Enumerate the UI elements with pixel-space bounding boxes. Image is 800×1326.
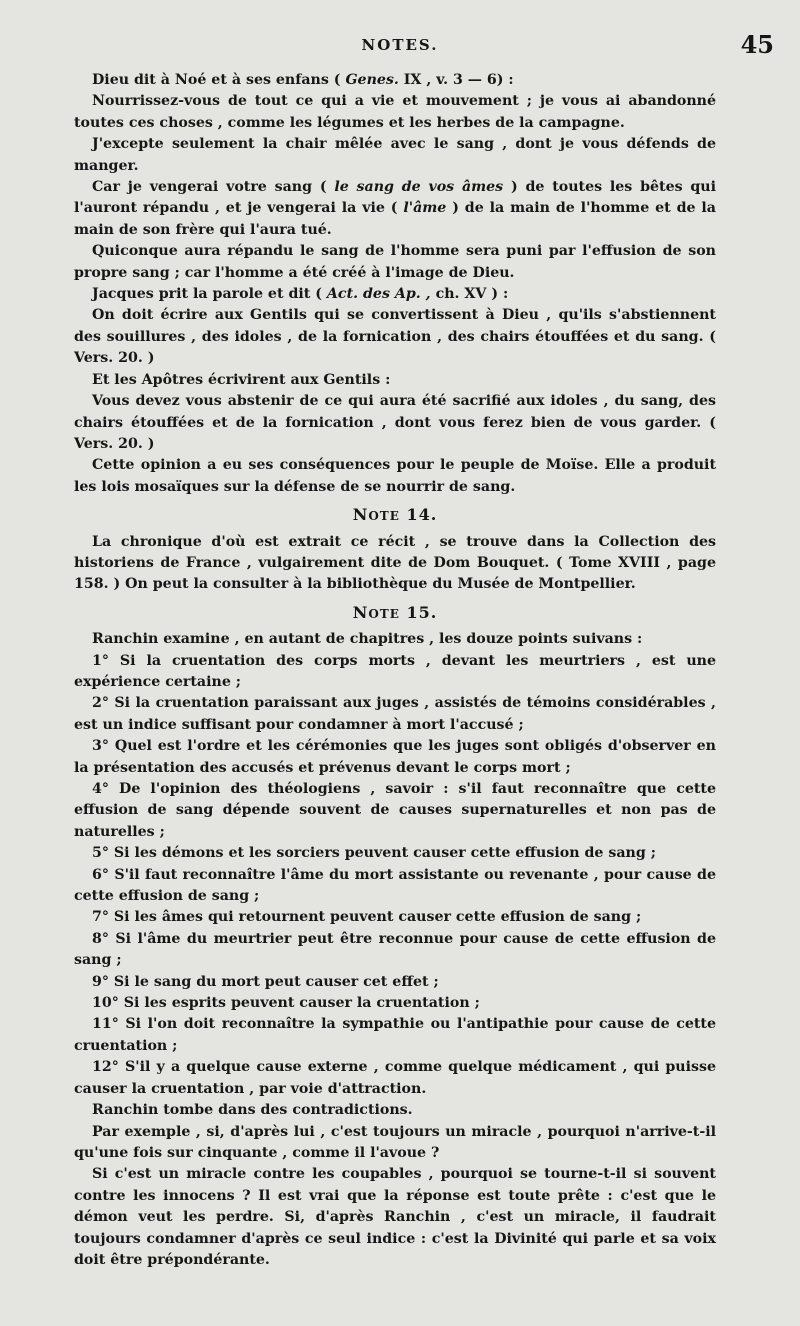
paragraph: Jacques prit la parole et dit ( Act. des Ap. , ch. XV ) : (92, 286, 509, 303)
paragraph: Vous devez vous abstenir de ce qui aura été sacrifié aux idoles , du sang, des chairs étouffées et de la fornication , dont vous ferez bien de vous garder. ( Vers. 20. ) (74, 393, 716, 452)
list-item: 3° Quel est l'ordre et les cérémonies que les juges sont obligés d'observer en la présentation des accusés et prévenus devant le corps mort ; (74, 738, 716, 776)
paragraph: La chronique d'où est extrait ce récit , se trouve dans la Collection des historiens de France , vulgairement dite de Dom Bouquet. ( Tome XVIII , page 158. ) On peut la consulter à la bibliothèque du Musée de Montpellier. (74, 533, 716, 593)
list-item: 1° Si la cruentation des corps morts , devant les meurtriers , est une expérience certaine ; (74, 652, 716, 690)
list-item: 5° Si les démons et les sorciers peuvent causer cette effusion de sang ; (92, 845, 656, 862)
citation: Act. des Ap. , (326, 286, 431, 303)
paragraph: Et les Apôtres écrivirent aux Gentils : (92, 371, 391, 388)
citation: Genes. (345, 72, 399, 88)
list-item: 9° Si le sang du mort peut causer cet effet ; (92, 973, 439, 990)
paragraph: Si c'est un miracle contre les coupables , pourquoi se tourne-t-il si souvent contre les innocens ? Il est vrai que la réponse est toute prête : c'est que le démon veut les perdre. Si, d'après Ranchin , c'est un miracle, il faudrait toujours condamner d'après ce seul indice : c'est la Divinité qui parle et sa voix doit être prépondérante. (74, 1166, 716, 1268)
paragraph: Cette opinion a eu ses conséquences pour le peuple de Moïse. Elle a produit les lois mosaïques sur la défense de se nourrir de sang. (74, 457, 716, 495)
list-item: 10° Si les esprits peuvent causer la cruentation ; (92, 995, 480, 1012)
paragraph: Ranchin examine , en autant de chapitres , les douze points suivans : (92, 631, 643, 648)
paragraph: J'excepte seulement la chair mêlée avec le sang , dont je vous défends de manger. (74, 136, 716, 174)
paragraph: Nourrissez-vous de tout ce qui a vie et mouvement ; je vous ai abandonné toutes ces choses , comme les légumes et les herbes de la campagne. (74, 93, 716, 131)
running-title: NOTES. (361, 36, 439, 54)
paragraph: Par exemple , si, d'après lui , c'est toujours un miracle , pourquoi n'arrive-t-il qu'une fois sur cinquante , comme il l'avoue ? (74, 1123, 716, 1161)
page-header (0, 30, 800, 60)
italic-phrase: l'âme (403, 200, 447, 217)
paragraph: On doit écrire aux Gentils qui se convertissent à Dieu , qu'ils s'abstiennent des souillures , des idoles , de la fornication , des chairs étouffées et du sang. ( Vers. 20. ) (74, 307, 716, 367)
page-number: 45 (740, 30, 774, 59)
list-item: 2° Si la cruentation paraissant aux juges , assistés de témoins considérables , est un indice suffisant pour condamner à mort l'accusé ; (74, 695, 716, 733)
list-item: 4° De l'opinion des théologiens , savoir : s'il faut reconnaître que cette effusion de sang dépende souvent de causes supernaturelles et non pas de naturelles ; (74, 781, 716, 840)
note-heading: NOTE 15. (352, 602, 438, 622)
list-item: 6° S'il faut reconnaître l'âme du mort assistante ou revenante , pour cause de cette effusion de sang ; (74, 866, 716, 905)
list-item: 11° Si l'on doit reconnaître la sympathie ou l'antipathie pour cause de cette cruentation ; (74, 1016, 716, 1054)
list-item: 7° Si les âmes qui retournent peuvent causer cette effusion de sang ; (92, 909, 642, 926)
note-heading: NOTE 14. (352, 505, 438, 525)
paragraph: Ranchin tombe dans des contradictions. (92, 1102, 413, 1119)
list-item: 12° S'il y a quelque cause externe , comme quelque médicament , qui puisse causer la cruentation , par voie d'attraction. (74, 1059, 716, 1097)
italic-phrase: le sang de vos âmes (334, 179, 504, 196)
list-item: 8° Si l'âme du meurtrier peut être reconnue pour cause de cette effusion de sang ; (74, 930, 716, 969)
paragraph: Car je vengerai votre sang ( le sang de vos âmes ) de toutes les bêtes qui l'auront répandu , et je vengerai la vie ( l'âme ) de la main de l'homme et de la main de son frère qui l'aura tué. (74, 179, 716, 238)
paragraph: Quiconque aura répandu le sang de l'homme sera puni par l'effusion de son propre sang ; car l'homme a été créé à l'image de Dieu. (74, 243, 716, 281)
page-body (74, 70, 716, 1271)
paragraph: Dieu dit à Noé et à ses enfans ( Genes. IX , v. 3 — 6) : (92, 72, 514, 88)
